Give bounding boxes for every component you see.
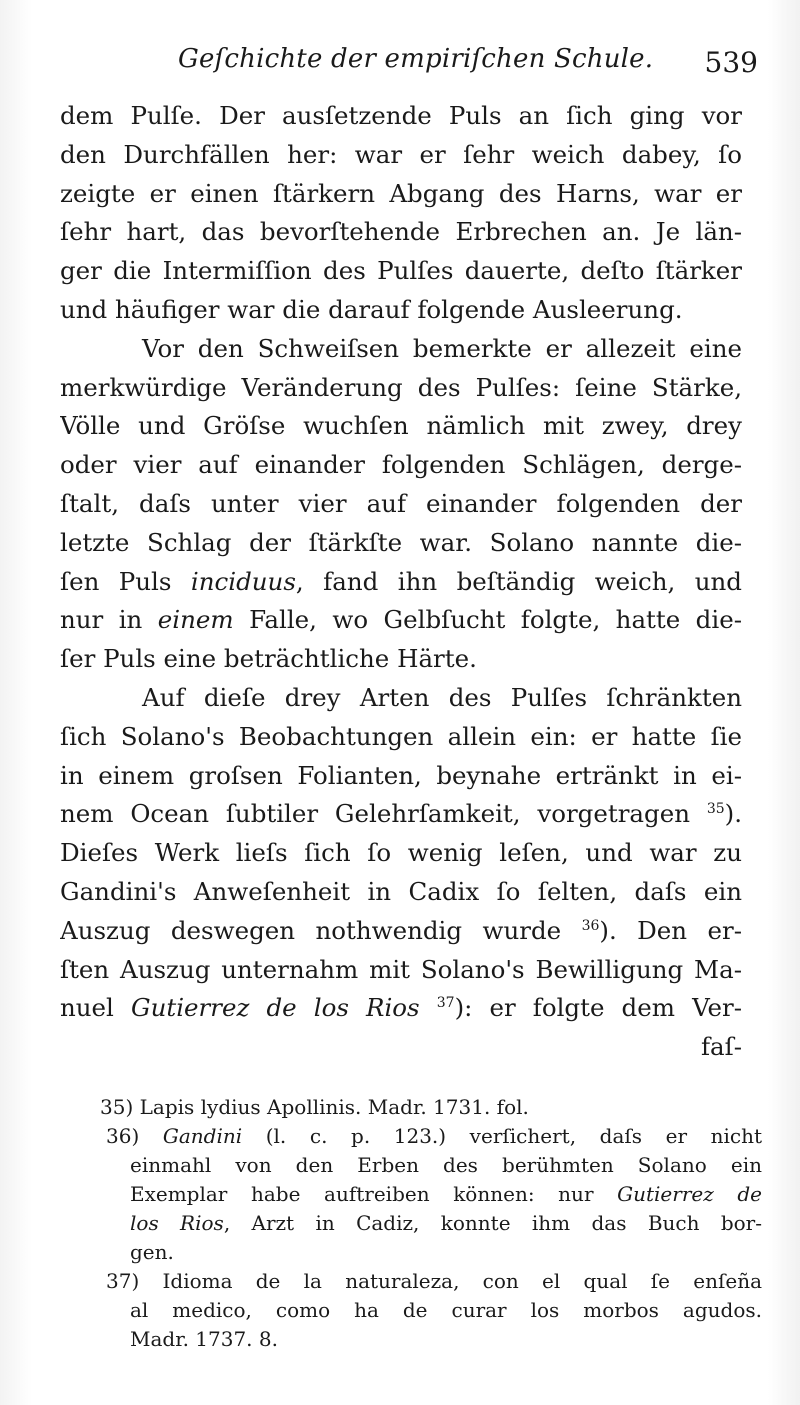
- footnote-line: [100, 1209, 762, 1238]
- italic-name: Gutierrez de: [617, 1182, 762, 1206]
- text-segment: , fand ihn beſtändig weich, und: [295, 566, 742, 596]
- italic-term: einem: [157, 605, 234, 635]
- page-number: 539: [704, 46, 758, 79]
- text-line: merkwürdige Veränderung des Pulſes: ſeine Stärke,: [60, 372, 742, 402]
- paragraph-start: Auf dieſe drey Arten des Pulſes ſchränkten: [142, 682, 742, 712]
- footnote-line: al medico, como ha de curar los morbos agudos.: [130, 1298, 762, 1322]
- text-segment: , Arzt in Cadiz, konnte ihm das Buch bor-: [223, 1211, 762, 1235]
- text-segment: ).: [724, 799, 742, 829]
- text-line: ſich Solano's Beobachtungen allein ein: er hatte ſie: [60, 721, 742, 751]
- text-segment: Auszug deswegen nothwendig wurde: [60, 915, 562, 945]
- footnote-line: einmahl von den Erben des berühmten Solano ein: [130, 1153, 762, 1177]
- italic-name: los Rios: [130, 1211, 224, 1235]
- footnote-line: [100, 1180, 762, 1209]
- text-segment: (l. c. p. 123.) verſichert, daſs er nicht: [265, 1124, 762, 1148]
- text-line: zeigte er einen ſtärkern Abgang des Harns, war er: [60, 178, 742, 208]
- text-line: letzte Schlag der ſtärkſte war. Solano nannte die-: [60, 527, 742, 557]
- page-header: [60, 40, 760, 90]
- text-line: oder vier auf einander folgenden Schlägen, derge-: [60, 450, 742, 480]
- text-segment: ): er folgte dem Ver-: [454, 993, 742, 1023]
- body-text: [60, 97, 742, 1067]
- footnote-line: gen.: [130, 1240, 174, 1264]
- text-line: [60, 601, 742, 640]
- text-segment: 36): [106, 1124, 140, 1148]
- text-segment: ). Den er-: [599, 915, 742, 945]
- text-line: den Durchfällen her: war er ſehr weich dabey, ſo: [60, 139, 742, 169]
- text-line: Gandini's Anweſenheit in Cadix ſo ſelten, daſs ein: [60, 876, 742, 906]
- footnote-ref: 37: [436, 995, 455, 1012]
- italic-term: inciduus: [190, 566, 296, 596]
- running-title: Geſchichte der empiriſchen Schule.: [178, 44, 654, 74]
- text-line: ſten Auszug unternahm mit Solano's Bewilligung Ma-: [60, 954, 742, 984]
- footnote-35: 35) Lapis lydius Apollinis. Madr. 1731. fol.: [100, 1095, 529, 1119]
- italic-name: Gandini: [162, 1124, 243, 1148]
- footnotes: [100, 1093, 762, 1354]
- text-line: ger die Intermiſſion des Pulſes dauerte, deſto ſtärker: [60, 256, 742, 286]
- text-line: in einem groſsen Folianten, beynahe ertränkt in ei-: [60, 760, 742, 790]
- text-line: [60, 795, 742, 834]
- text-line: [60, 989, 742, 1028]
- text-line: Dieſes Werk lieſs ſich ſo wenig leſen, und war zu: [60, 838, 742, 868]
- text-segment: Exemplar habe auftreiben können: nur: [130, 1182, 594, 1206]
- text-segment: ſen Puls: [60, 566, 172, 596]
- text-segment: nem Ocean ſubtiler Gelehrſamkeit, vorgetragen: [60, 799, 690, 829]
- footnote-ref: 35: [706, 801, 725, 818]
- text-segment: Falle, wo Gelbſucht folgte, hatte die-: [249, 605, 742, 635]
- footnote-36: [100, 1122, 762, 1151]
- text-line: und häufiger war die darauf folgende Ausleerung.: [60, 294, 683, 324]
- footnote-37: 37) Idioma de la naturaleza, con el qual ſe enſeña: [106, 1269, 762, 1293]
- text-line: ſtalt, daſs unter vier auf einander folgenden der: [60, 488, 742, 518]
- paragraph-start: Vor den Schweiſsen bemerkte er allezeit eine: [142, 333, 742, 363]
- italic-name: Gutierrez de los Rios: [131, 993, 420, 1023]
- text-line: dem Pulſe. Der ausſetzende Puls an ſich ging vor: [60, 101, 742, 130]
- text-segment: nuel: [60, 993, 114, 1023]
- footnote-line: Madr. 1737. 8.: [130, 1327, 278, 1351]
- text-segment: nur in: [60, 605, 143, 635]
- text-line: Völle und Gröſse wuchſen nämlich mit zwey, drey: [60, 411, 742, 441]
- footnote-ref: 36: [581, 917, 600, 934]
- text-line: ſehr hart, das bevorſtehende Erbrechen an. Je län-: [60, 217, 742, 247]
- text-line: ſer Puls eine beträchtliche Härte.: [60, 644, 477, 674]
- catchword: faſ-: [700, 1032, 742, 1062]
- text-line: [60, 563, 742, 602]
- text-line: [60, 912, 742, 951]
